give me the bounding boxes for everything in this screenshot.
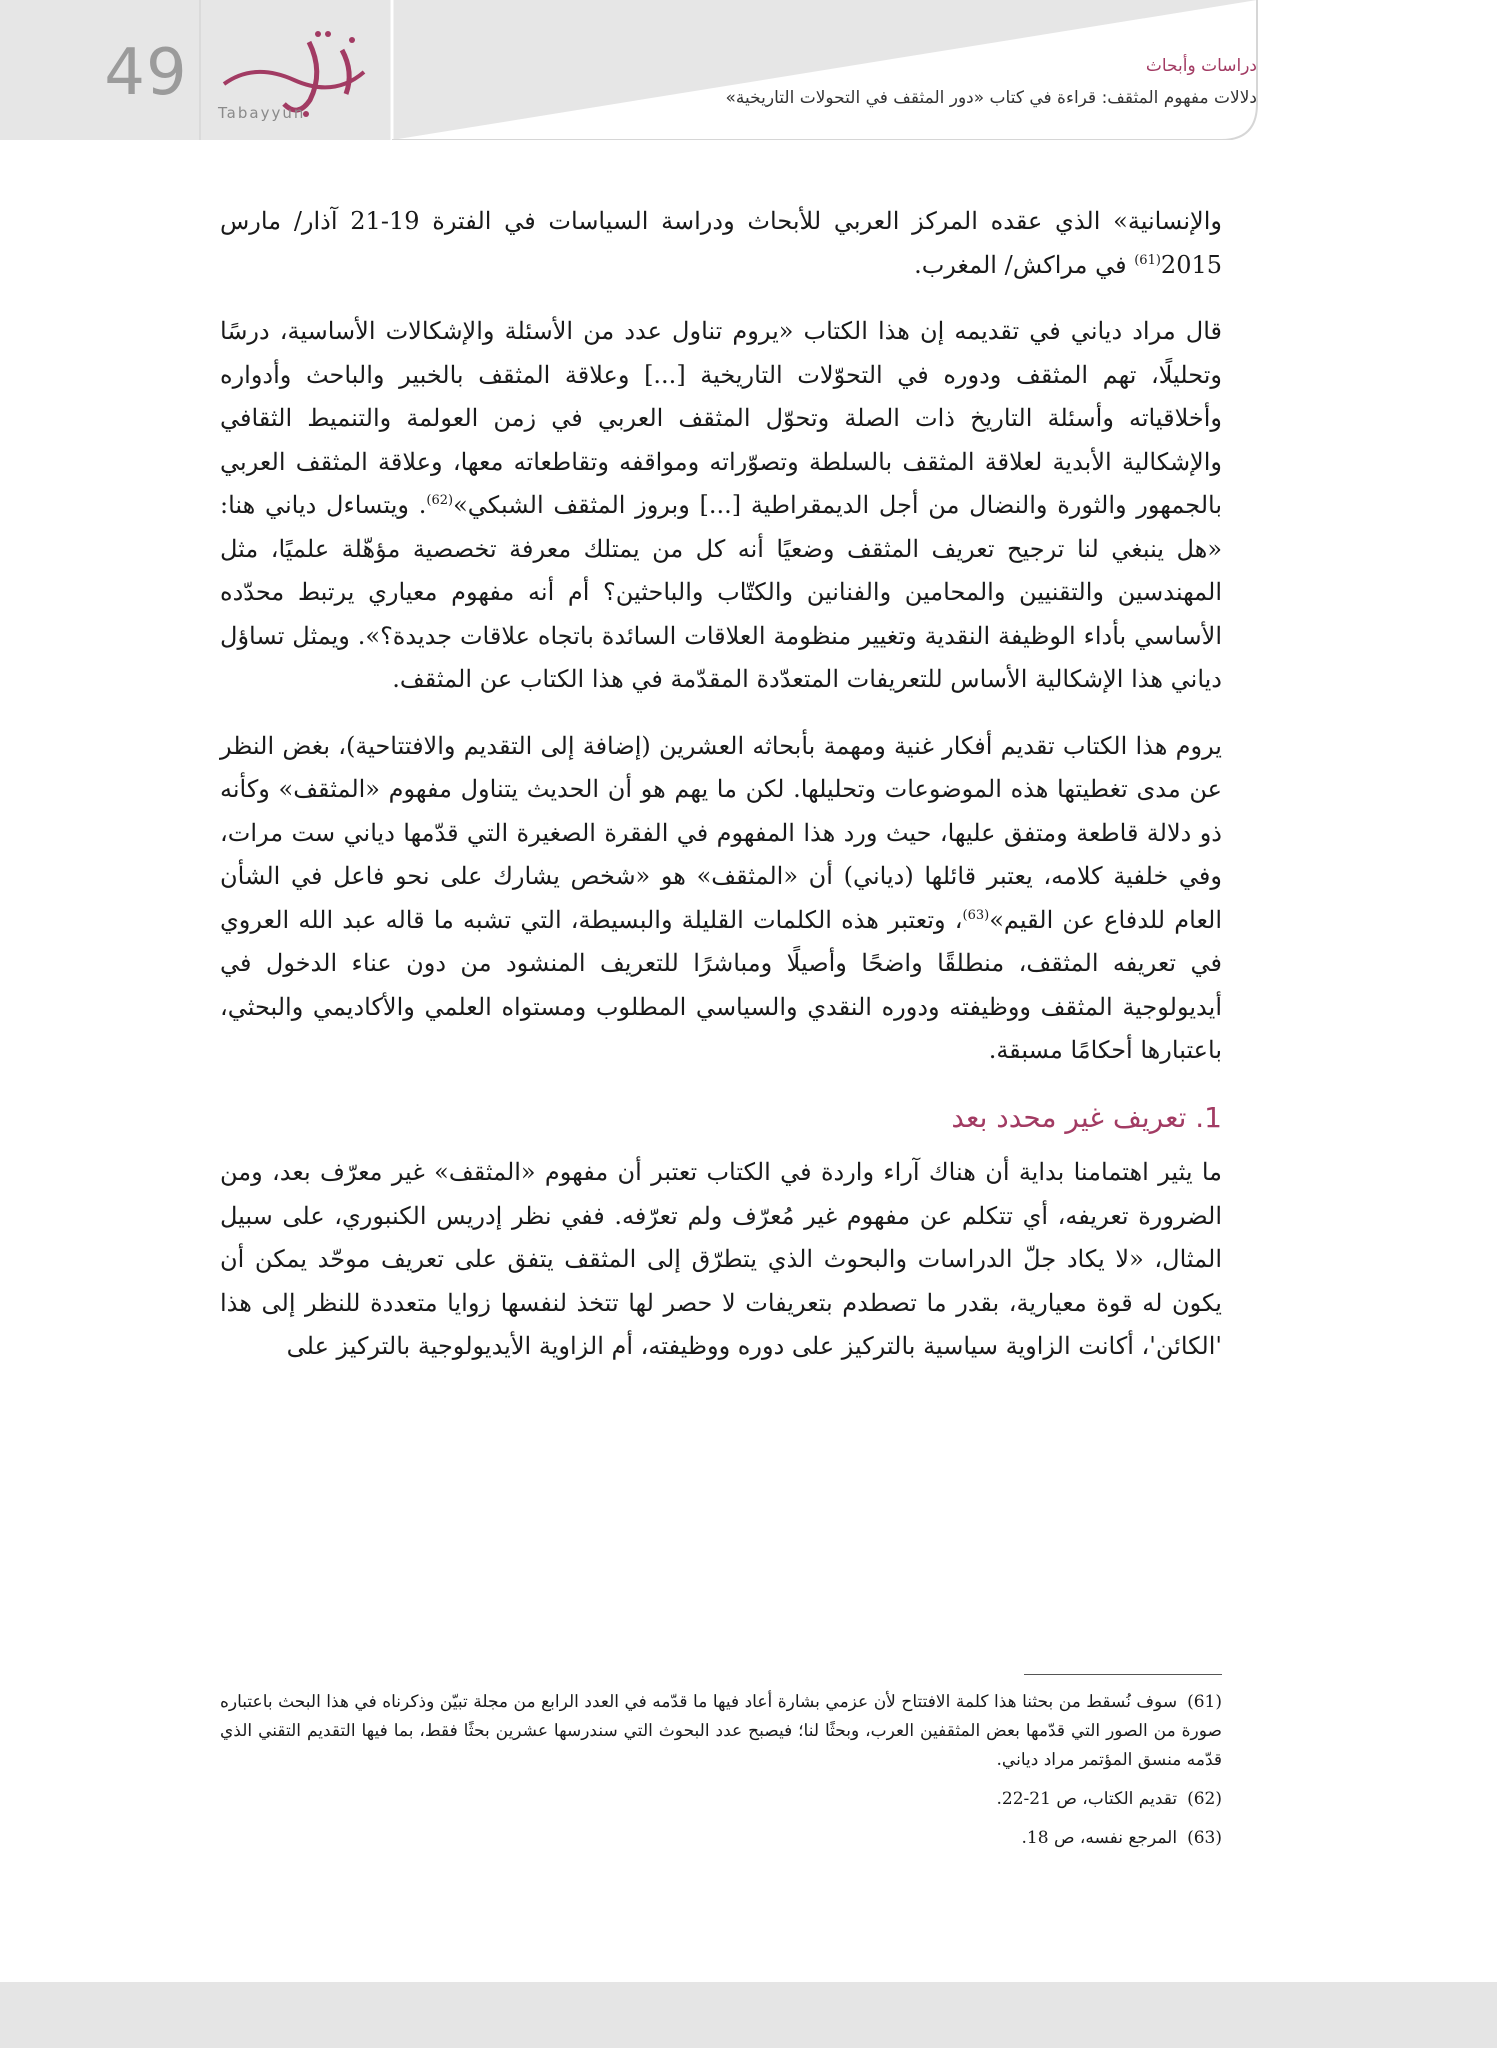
footnote-text: المرجع نفسه، ص 18. <box>1021 1828 1178 1848</box>
p3-text-a: يروم هذا الكتاب تقديم أفكار غنية ومهمة بأبحاثه العشرين (إضافة إلى التقديم والافتتاحية)، بغض النظر عن مدى تغطيتها هذه الموضوعات وتحليلها. لكن ما يهم هو أن الحديث يتناول مفهوم «المثقف» وكأنه ذو دلالة قاطعة ومتفق عليها، حيث ورد هذا المفهوم في الفقرة الصغيرة التي قدّمها دياني ست مرات، وفي خلفية كلامه، يعتبر قائلها (دياني) أن «المثقف» هو «شخص يشارك على نحو فاعل في الشأن العام للدفاع عن القيم» <box>220 731 1223 934</box>
footnote-divider <box>1024 1674 1222 1675</box>
footnote-number: (62) <box>1187 1789 1222 1809</box>
footnote-number: (61) <box>1187 1692 1222 1712</box>
footnote-62 <box>220 1785 1222 1814</box>
p1-text-b: في مراكش/ المغرب. <box>914 250 1135 279</box>
p3-text-b: ، وتعتبر هذه الكلمات القليلة والبسيطة، التي تشبه ما قاله عبد الله العروي في تعريفه المثقف، منطلقًا واضحًا وأصيلًا ومباشرًا للتعريف المنشود من دون عناء الدخول في أيديولوجية المثقف ووظيفته ودوره النقدي والسياسي المطلوب ومستواه العلمي والأكاديمي والبحثي، باعتبارها أحكامًا مسبقة. <box>220 905 1222 1064</box>
footnote-text: تقديم الكتاب، ص 21-22. <box>996 1789 1178 1809</box>
section-heading: 1. تعريف غير محدد بعد <box>951 1100 1222 1134</box>
paragraph-4: ما يثير اهتمامنا بداية أن هناك آراء واردة في الكتاب تعتبر أن مفهوم «المثقف» غير معرّف بعد، ومن الضرورة تعريفه، أي تتكلم عن مفهوم غير مُعرّف ولم تعرّفه. ففي نظر إدريس الكنبوري، على سبيل المثال، «لا يكاد جلّ الدراسات والبحوث الذي يتطرّق إلى المثقف يتفق على تعريف موحّد يمكن أن يكون له قوة معيارية، بقدر ما تصطدم بتعريفات لا حصر لها تتخذ لنفسها زوايا متعددة للنظر إلى هذا 'الكائن'، أكانت الزاوية سياسية بالتركيز على دوره ووظيفته، أم الزاوية الأيديولوجية بالتركيز على <box>220 1158 1222 1360</box>
footnote-ref-61[interactable]: (61) <box>1134 252 1161 268</box>
footnote-61 <box>220 1688 1222 1775</box>
footnote-text: سوف نُسقط من بحثنا هذا كلمة الافتتاح لأن عزمي بشارة أعاد فيها ما قدّمه في العدد الرابع من مجلة تبيّن وذكرناه في هذا البحث باعتباره صورة من الصور التي قدّمها بعض المثقفين العرب، وبحثًا لنا؛ فيصبح عدد البحوث التي سندرسها عشرين بحثًا فقط، بما فيها التقديم التقني الذي قدّمه منسق المؤتمر مراد دياني. <box>220 1692 1222 1770</box>
p1-text-a: والإنسانية» الذي عقده المركز العربي للأبحاث ودراسة السياسات في الفترة 19-21 آذار/ مارس 2015 <box>220 207 1222 279</box>
paragraph-1 <box>220 200 1222 287</box>
footnote-ref-62[interactable]: (62) <box>426 493 454 508</box>
p2-text-a: قال مراد دياني في تقديمه إن هذا الكتاب «يروم تناول عدد من الأسئلة والإشكالات الأساسية، درسًا وتحليلًا، تهم المثقف ودوره في التحوّلات التاريخية [...] وعلاقة المثقف بالخبير والباحث وأدواره وأخلاقياته وأسئلة التاريخ ذات الصلة وتحوّل المثقف العربي في زمن العولمة والتنميط الثقافي والإشكالية الأبدية لعلاقة المثقف بالسلطة وتصوّراته ومواقفه وتقاطعاته معها، وعلاقة المثقف العربي بالجمهور والثورة والنضال من أجل الديمقراطية [...] وبروز المثقف الشبكي» <box>220 317 1223 519</box>
page-number: 49 <box>104 36 188 110</box>
paragraph-2 <box>220 310 1222 702</box>
footnote-63 <box>220 1824 1222 1853</box>
p2-text-b: . ويتساءل دياني هنا: «هل ينبغي لنا ترجيح تعريف المثقف وضعيًا أنه كل من يمتلك معرفة تخصصية مؤهّلة علميًا، مثل المهندسين والتقنيين والمحامين والفنانين والكتّاب والباحثين؟ أم أنه مفهوم معياري يرتبط محدّده الأساسي بأداء الوظيفة النقدية وتغيير منظومة العلاقات السائدة باتجاه علاقات جديدة؟». ويمثل تساؤل دياني هذا الإشكالية الأساس للتعريفات المتعدّدة المقدّمة في هذا الكتاب عن المثقف. <box>220 491 1222 693</box>
running-title: دلالات مفهوم المثقف: قراءة في كتاب «دور المثقف في التحولات التاريخية» <box>725 88 1257 108</box>
footnote-ref-63[interactable]: (63) <box>962 907 990 923</box>
bottom-band <box>0 1982 1497 2048</box>
section-label: دراسات وأبحاث <box>1145 56 1257 76</box>
footnote-number: (63) <box>1187 1828 1222 1848</box>
footnotes <box>220 1688 1222 1863</box>
article-body <box>220 200 1222 1392</box>
logo-latin-text: Tabayyun <box>218 104 306 122</box>
paragraph-3 <box>220 725 1222 1073</box>
